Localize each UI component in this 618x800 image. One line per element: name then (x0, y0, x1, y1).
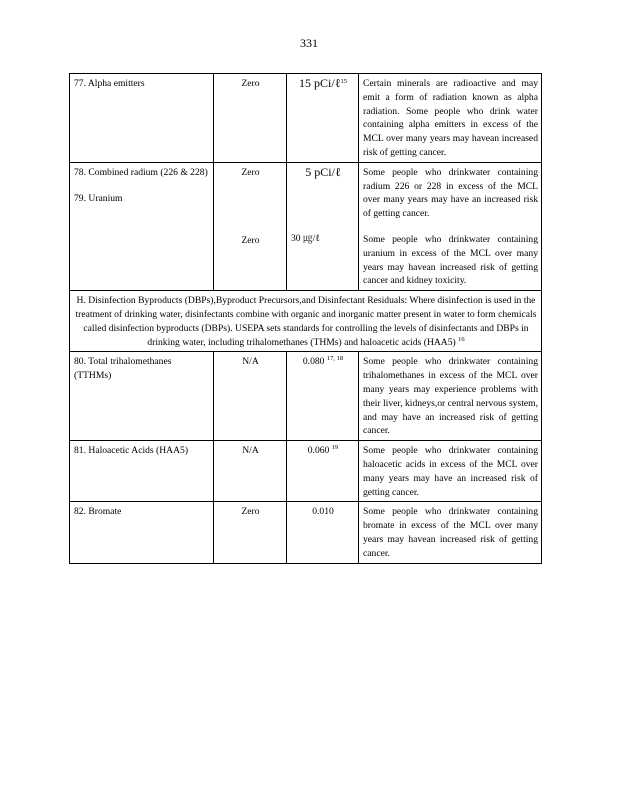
footnote-ref: 17, 18 (326, 355, 344, 363)
mclg-cell (214, 162, 287, 290)
health-effects: Some people who drinkwater containing bromate in excess of the MCL over many years may havean increased risk of getting cancer. (359, 502, 542, 563)
contaminant-table (69, 73, 542, 564)
mcl-value: 15 pCi/ℓ (299, 76, 341, 90)
contaminant-name: 81. Haloacetic Acids (HAA5) (70, 441, 214, 502)
contaminant-name: 78. Combined radium (226 & 228) (74, 166, 208, 178)
page-number: 331 (300, 36, 318, 50)
health-effects: Some people who drinkwater containing trihalomethanes in excess of the MCL over many years may experience problems with their liver, kidneys,or central nervous system, and may have an increased risk of getting cancer. (359, 352, 542, 441)
mcl-cell (287, 441, 359, 502)
health-effects-cell (359, 162, 542, 290)
footnote-ref: 19 (331, 443, 339, 451)
contaminant-name: 80. Total trihalomethanes (TTHMs) (70, 352, 214, 441)
mclg-value: Zero (214, 502, 287, 563)
contaminant-name: 79. Uranium (74, 192, 123, 204)
mcl-cell (287, 352, 359, 441)
section-text: H. Disinfection Byproducts (DBPs),Byproduct Precursors,and Disinfectant Residuals: Where disinfection is used in the treatment of drinking water, disinfectants combine with organic and inorganic matter present in water to form chemicals called disinfection byproducts (DBPs). USEPA sets standards for controlling the levels of disinfectants and DBPs in drinking water, including trihalomethanes (THMs) and haloacetic acids (HAA5) (75, 295, 537, 348)
contaminant-name: 77. Alpha emitters (70, 74, 214, 163)
mcl-value: 0.060 (307, 445, 330, 457)
mcl-value: 30 ㎍/ℓ (291, 232, 320, 244)
mclg-value: Zero (241, 234, 260, 246)
health-effects: Certain minerals are radioactive and may emit a form of radiation known as alpha radiation. Some people who drink water containing alpha emitters in excess of the MCL over many years may havean increased risk of getting cancer. (359, 74, 542, 163)
health-effects: Some people who drinkwater containing haloacetic acids in excess of the MCL over many years may have an increased risk of getting cancer. (359, 441, 542, 502)
section-row (70, 291, 542, 352)
mcl-cell (287, 74, 359, 163)
health-effects: Some people who drinkwater containing uranium in excess of the MCL over many years may havean increased risk of getting cancer and kidney toxicity. (363, 233, 538, 287)
table-row (70, 74, 542, 163)
mclg-value: Zero (241, 166, 260, 178)
mclg-value: N/A (214, 352, 287, 441)
mclg-value: N/A (214, 441, 287, 502)
mcl-value: 0.010 (287, 502, 359, 563)
contaminant-name: 82. Bromate (70, 502, 214, 563)
section-heading (70, 291, 542, 352)
mcl-value: 5 pCi/ℓ (305, 164, 341, 179)
health-effects: Some people who drinkwater containing radium 226 or 228 in excess of the MCL over many years may have an increased risk of getting cancer. (363, 166, 538, 220)
table-row (70, 441, 542, 502)
table-row (70, 352, 542, 441)
footnote-ref: 15 (340, 77, 347, 85)
footnote-ref: 16 (458, 335, 465, 343)
table-row (70, 502, 542, 563)
table-row (70, 162, 542, 290)
contaminant-cell (70, 162, 214, 290)
mcl-cell (287, 162, 359, 290)
mclg-value: Zero (214, 74, 287, 163)
mcl-value: 0.080 (302, 356, 325, 368)
